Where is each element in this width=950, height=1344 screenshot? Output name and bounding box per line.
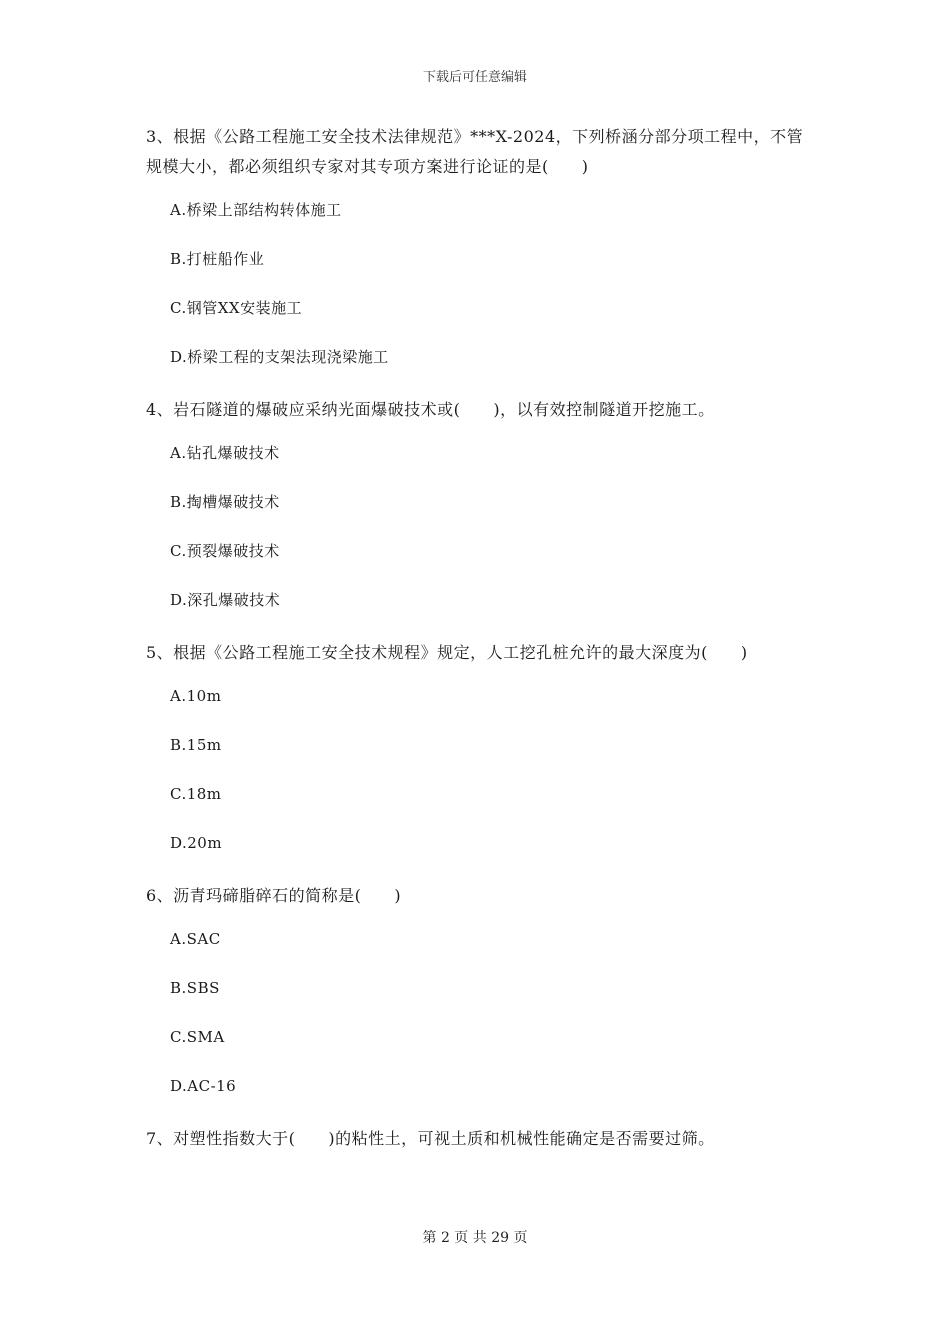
page-header: 下载后可任意编辑 [422, 70, 527, 85]
option-d: D.AC-16 [170, 1077, 237, 1095]
option-a: A.SAC [170, 930, 221, 948]
option-a: A.10m [170, 687, 222, 705]
question-stem: 6、沥青玛碲脂碎石的简称是( ) [146, 886, 402, 905]
option-d: D.20m [170, 834, 223, 852]
question-5 [146, 638, 816, 854]
option-c: C.SMA [170, 1028, 225, 1046]
question-4 [146, 395, 816, 611]
option-b: B.SBS [170, 979, 220, 997]
page-footer: 第 2 页 共 29 页 [422, 1230, 528, 1246]
option-b: B.15m [170, 736, 222, 754]
option-b: B.掏槽爆破技术 [170, 493, 280, 511]
option-b: B.打桩船作业 [170, 250, 265, 268]
option-a: A.桥梁上部结构转体施工 [170, 201, 342, 219]
question-list [146, 122, 816, 1171]
question-7 [146, 1124, 816, 1154]
question-stem: 3、根据《公路工程施工安全技术法律规范》***X-2024，下列桥涵分部分项工程中，不管规模大小，都必须组织专家对其专项方案进行论证的是( ) [146, 127, 804, 176]
question-6 [146, 881, 816, 1097]
question-3 [146, 122, 816, 368]
question-stem: 7、对塑性指数大于( )的粘性土，可视土质和机械性能确定是否需要过筛。 [146, 1129, 715, 1148]
question-stem: 4、岩石隧道的爆破应采纳光面爆破技术或( )，以有效控制隧道开挖施工。 [146, 400, 715, 419]
option-c: C.预裂爆破技术 [170, 542, 280, 560]
question-stem: 5、根据《公路工程施工安全技术规程》规定，人工挖孔桩允许的最大深度为( ) [146, 643, 748, 662]
option-d: D.深孔爆破技术 [170, 591, 281, 609]
option-c: C.18m [170, 785, 222, 803]
option-c: C.钢管XX安装施工 [170, 299, 303, 317]
option-a: A.钻孔爆破技术 [170, 444, 280, 462]
option-d: D.桥梁工程的支架法现浇梁施工 [170, 348, 389, 366]
